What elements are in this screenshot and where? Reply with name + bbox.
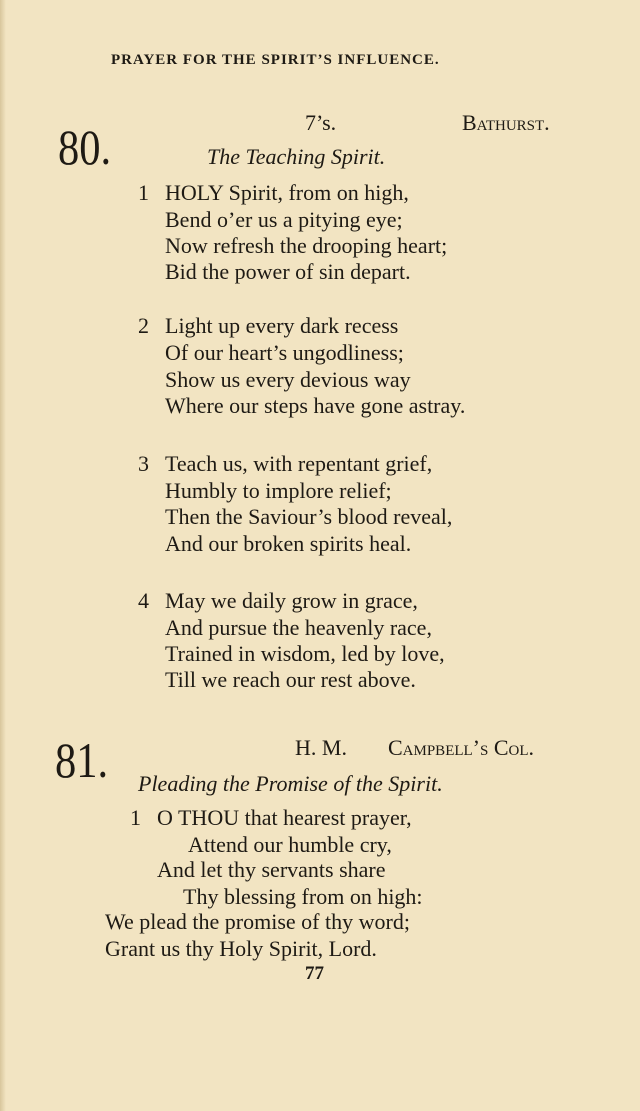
hymn-meter: H. M. [295, 735, 347, 760]
verse-line: HOLY Spirit, from on high, [165, 180, 409, 205]
verse-line: And pursue the heavenly race, [165, 615, 432, 640]
verse-line: May we daily grow in grace, [165, 588, 418, 613]
hymn-title: The Teaching Spirit. [207, 144, 386, 169]
verse-line: Till we reach our rest above. [165, 667, 416, 692]
stanza-number: 1 [130, 805, 141, 830]
verse-line: Teach us, with repentant grief, [165, 451, 433, 476]
verse-line: Attend our humble cry, [188, 832, 392, 857]
page-number: 77 [305, 963, 324, 984]
verse-line: And let thy servants share [157, 857, 386, 882]
verse-line: Then the Saviour’s blood reveal, [165, 504, 453, 529]
verse-line: Bend o’er us a pitying eye; [165, 207, 403, 232]
hymn-meter: 7’s. [305, 110, 337, 135]
stanza-number: 2 [138, 313, 149, 338]
stanza-number: 3 [138, 451, 149, 476]
verse-line: Humbly to implore relief; [165, 478, 392, 503]
hymn-tune: Campbell’s Col. [388, 735, 535, 760]
verse-line: And our broken spirits heal. [165, 531, 412, 556]
hymn-title: Pleading the Promise of the Spirit. [138, 771, 443, 796]
verse-line: We plead the promise of thy word; [105, 909, 410, 934]
verse-line: Light up every dark recess [165, 313, 399, 338]
running-head: PRAYER FOR THE SPIRIT’S INFLUENCE. [111, 52, 440, 68]
verse-line: Now refresh the drooping heart; [165, 233, 448, 258]
page-edge [0, 0, 6, 1111]
verse-line: Bid the power of sin depart. [165, 259, 411, 284]
verse-line: Grant us thy Holy Spirit, Lord. [105, 936, 377, 961]
verse-line: Thy blessing from on high: [183, 884, 423, 909]
hymn-tune: Bathurst. [462, 110, 550, 135]
hymn-number: 80. [58, 119, 112, 175]
verse-line: O THOU that hearest prayer, [157, 805, 412, 830]
verse-line: Trained in wisdom, led by love, [165, 641, 445, 666]
verse-line: Show us every devious way [165, 367, 411, 392]
hymn-number: 81. [55, 732, 109, 788]
stanza-number: 1 [138, 180, 149, 205]
verse-line: Of our heart’s ungodliness; [165, 340, 404, 365]
stanza-number: 4 [138, 588, 149, 613]
verse-line: Where our steps have gone astray. [165, 393, 466, 418]
